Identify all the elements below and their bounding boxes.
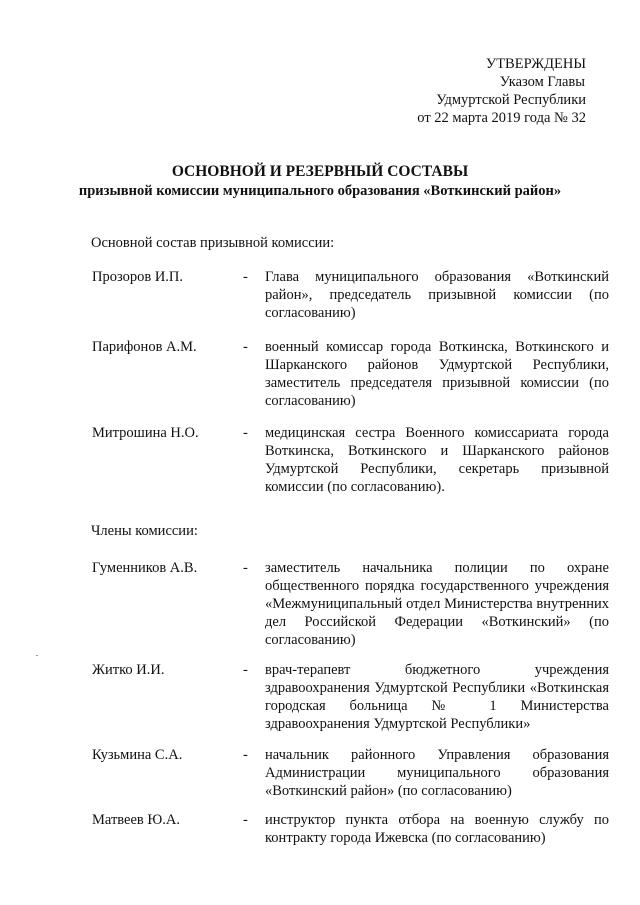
member-dash: -: [243, 812, 248, 828]
document-title: ОСНОВНОЙ И РЕЗЕРВНЫЙ СОСТАВЫ: [171, 163, 469, 180]
member-name: Кузьмина С.А.: [92, 747, 183, 763]
member-description: заместитель начальника полиции по охране общественного порядка государственного учреждения «Межмуниципальный отдел Министерства внутренних дел Российской Федерации «Воткинский» (по согласованию): [265, 560, 609, 648]
member-name: Прозоров И.П.: [92, 269, 184, 285]
member-dash: -: [243, 425, 248, 441]
member-description: врач-терапевт бюджетного учреждения здравоохранения Удмуртской Республики «Воткинская городская больница № 1 Министерства здравоохранения Удмуртской Республики»: [265, 662, 609, 732]
members-heading: Члены комиссии:: [91, 523, 198, 539]
member-description: военный комиссар города Воткинска, Воткинского и Шарканского районов Удмуртской Республики, заместитель председателя призывной комиссии (по согласованию): [265, 339, 609, 409]
member-dash: -: [243, 560, 248, 576]
approval-date-number: от 22 марта 2019 года № 32: [417, 110, 586, 126]
member-description: инструктор пункта отбора на военную службу по контракту города Ижевска (по согласованию): [265, 812, 609, 846]
member-dash: -: [243, 662, 248, 678]
main-composition-heading: Основной состав призывной комиссии:: [91, 235, 335, 251]
member-dash: -: [243, 339, 248, 355]
member-description: начальник районного Управления образования Администрации муниципального образования «Воткинский район» (по согласованию): [265, 747, 609, 799]
document-subtitle: призывной комиссии муниципального образования «Воткинский район»: [78, 183, 562, 199]
approval-approved: УТВЕРЖДЕНЫ: [485, 56, 586, 72]
member-name: Гуменников А.В.: [92, 560, 198, 576]
member-description: Глава муниципального образования «Воткинский район», председатель призывной комиссии (по согласованию): [265, 269, 609, 321]
approval-stamp: [417, 55, 586, 127]
member-description: медицинская сестра Военного комиссариата города Воткинска, Воткинского и Шарканского районов Удмуртской Республики, секретарь призывной комиссии (по согласованию).: [265, 425, 609, 495]
member-name: Митрошина Н.О.: [92, 425, 199, 441]
scan-margin-mark: [36, 655, 38, 656]
approval-by-decree: Указом Главы: [499, 74, 585, 90]
member-name: Матвеев Ю.А.: [92, 812, 181, 828]
member-dash: -: [243, 269, 248, 285]
member-name: Житко И.И.: [92, 662, 165, 678]
approval-republic: Удмуртской Республики: [436, 92, 586, 108]
member-dash: -: [243, 747, 248, 763]
member-name: Парифонов А.М.: [92, 339, 197, 355]
